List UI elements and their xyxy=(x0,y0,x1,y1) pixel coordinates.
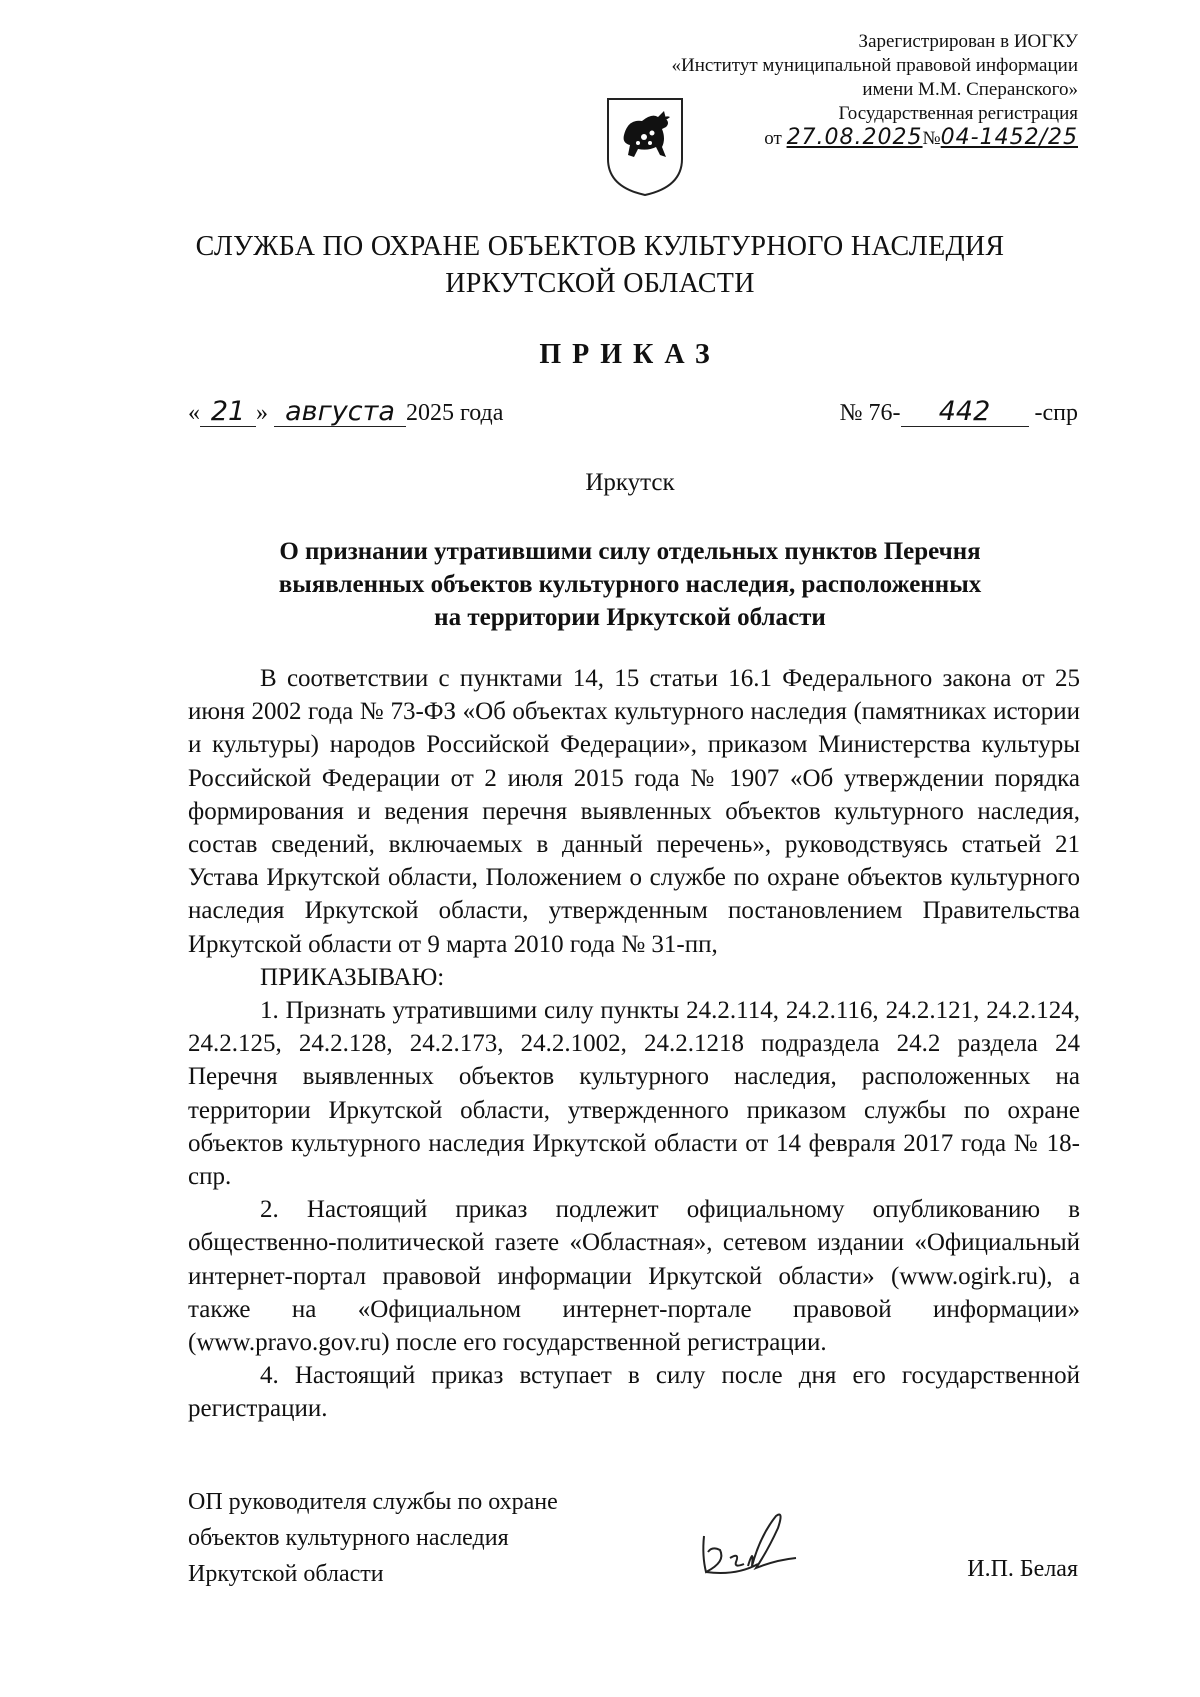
date-close-quote: » xyxy=(256,400,268,426)
city: Иркутск xyxy=(585,469,675,496)
agency-name xyxy=(0,228,1200,302)
signatory-title-line-3: Иркутской области xyxy=(188,1561,384,1587)
order-body xyxy=(188,662,1080,1426)
item-4-paragraph: 4. Настоящий приказ вступает в силу после дня его государственной регистрации. xyxy=(188,1362,1080,1423)
date-year: 2025 года xyxy=(406,400,504,426)
order-word: ПРИКАЗЫВАЮ: xyxy=(260,963,445,991)
order-number-value: 442 xyxy=(901,398,1029,427)
date-day: 21 xyxy=(200,398,256,427)
registration-line-3: имени М.М. Сперанского» xyxy=(862,79,1078,100)
order-heading xyxy=(0,535,1200,634)
heading-line-3: на территории Иркутской области xyxy=(434,604,826,631)
preamble-paragraph: В соответствии с пунктами 14, 15 статьи 16.1 Федерального закона от 25 июня 2002 года № 73-ФЗ «Об объектах культурного наследия (памятниках истории и культуры) народов Российской Федерации», приказом Министерства культуры Российской Федерации от 2 июля 2015 года № 1907 «Об утверждении порядка формирования и ведения перечня выявленных объектов культурного наследия, состав сведений, включаемых в данный перечень», руководствуясь статьей 21 Устава Иркутской области, Положением о службе по охране объектов культурного наследия Иркутской области, утвержденным постановлением Правительства Иркутской области от 9 марта 2010 года № 31-пп, xyxy=(188,665,1080,958)
agency-name-line-2: ИРКУТСКОЙ ОБЛАСТИ xyxy=(445,268,755,299)
date-month: августа xyxy=(274,398,406,427)
signatory-title xyxy=(188,1484,558,1592)
item-2-paragraph: 2. Настоящий приказ подлежит официальному опубликованию в общественно-политической газете «Областная», сетевом издании «Официальный интернет-портал правовой информации Иркутской области» (www.ogirk.ru), а также на «Официальном интернет-портале правовой информации» (www.pravo.gov.ru) после его государственной регистрации. xyxy=(188,1196,1080,1357)
handwritten-signature xyxy=(696,1506,816,1586)
signatory-title-line-2: объектов культурного наследия xyxy=(188,1525,509,1551)
order-number-suffix: -спр xyxy=(1034,400,1078,426)
registration-date: 27.08.2025 xyxy=(786,125,923,150)
date-open-quote: « xyxy=(188,400,200,426)
registration-line-1: Зарегистрирован в ИОГКУ xyxy=(858,31,1078,52)
order-date xyxy=(188,398,503,427)
registration-number-sign: № xyxy=(922,128,941,149)
heading-line-2: выявленных объектов культурного наследия, расположенных xyxy=(278,571,982,598)
order-number-prefix: № 76- xyxy=(839,400,901,426)
registration-line-4: Государственная регистрация xyxy=(838,103,1078,124)
signatory-title-line-1: ОП руководителя службы по охране xyxy=(188,1489,558,1515)
order-number xyxy=(840,398,1078,427)
document-type: ПРИКАЗ xyxy=(539,339,721,370)
agency-name-line-1: СЛУЖБА ПО ОХРАНЕ ОБЪЕКТОВ КУЛЬТУРНОГО НАСЛЕДИЯ xyxy=(195,231,1005,262)
registration-line-2: «Институт муниципальной правовой информации xyxy=(671,55,1078,76)
signatory-name: И.П. Белая xyxy=(967,1556,1078,1582)
irkutsk-coat-of-arms-icon xyxy=(604,95,686,199)
heading-line-1: О признании утратившими силу отдельных пунктов Перечня xyxy=(279,538,981,565)
registration-from-label: от xyxy=(764,128,782,149)
registration-number: 04-1452/25 xyxy=(940,125,1078,150)
item-1-paragraph: 1. Признать утратившими силу пункты 24.2.114, 24.2.116, 24.2.121, 24.2.124, 24.2.125, 24.2.128, 24.2.173, 24.2.1002, 24.2.1218 подраздела 24.2 раздела 24 Перечня выявленных объектов культурного наследия, расположенных на территории Иркутской области, утвержденного приказом службы по охране объектов культурного наследия Иркутской области от 14 февраля 2017 года № 18-спр. xyxy=(188,997,1080,1191)
